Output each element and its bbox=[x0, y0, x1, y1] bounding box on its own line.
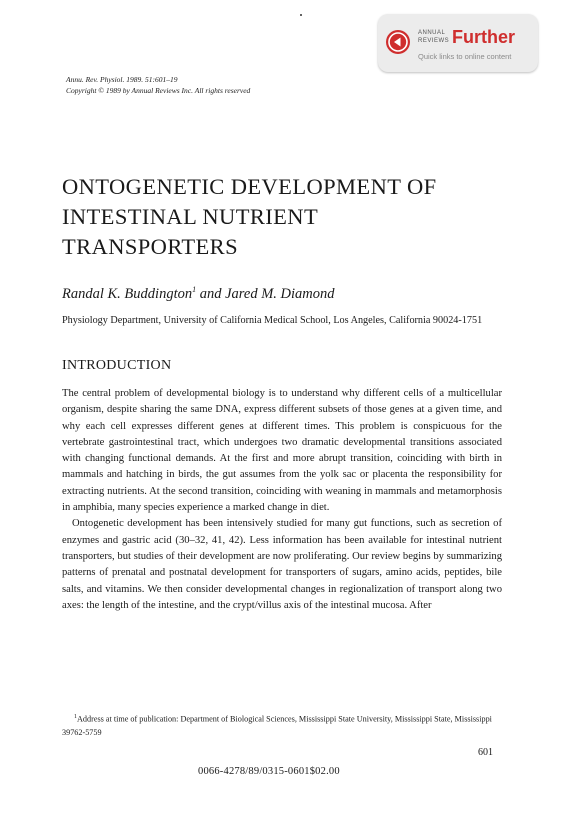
badge-subtitle: Quick links to online content bbox=[418, 52, 512, 61]
paragraph-2: Ontogenetic development has been intensively studied for many gut functions, such as secretion of enzymes and gastric acid (30–32, 41, 42). Less information has been available for intestinal nutrient transporters, but studies of their development are now proliferating. Our review begins by summarizing patterns of prenatal and postnatal development for transporters of sugars, amino acids, peptides, bile salts, and vitamins. We then consider developmental changes in regionalization of transport along two axes: the length of the intestine, and the crypt/villus axis of the intestinal mucosa. After bbox=[62, 518, 502, 611]
section-heading: INTRODUCTION bbox=[62, 358, 172, 373]
title-line-3: TRANSPORTERS bbox=[62, 234, 238, 259]
article-title bbox=[62, 172, 502, 262]
body-text bbox=[62, 386, 502, 614]
author-1: Randal K. Buddington bbox=[62, 285, 193, 302]
footnote-text: Address at time of publication: Department of Biological Sciences, Mississippi State University, Mississippi State, Mississippi 39762-5759 bbox=[62, 714, 492, 737]
authors bbox=[62, 285, 335, 303]
authors-and: and bbox=[196, 285, 226, 302]
further-badge[interactable] bbox=[378, 14, 538, 72]
copyright-line: Copyright © 1989 by Annual Reviews Inc. All rights reserved bbox=[66, 86, 251, 95]
speck-mark bbox=[300, 14, 302, 16]
page-number: 601 bbox=[478, 747, 493, 758]
badge-further: Further bbox=[452, 27, 515, 47]
paragraph-1: The central problem of developmental biology is to understand why different cells of a multicellular organism, despite sharing the same DNA, express different subsets of those genes at a given time, and why each cell expresses different genes at different times. This problem is conspicuous for the vertebrate gastrointestinal tract, which undergoes two dramatic developmental transitions associated with changing functional demands. At the first and more abrupt transition, coinciding with birth in mammals and hatching in birds, the gut assumes from the yolk sac or placenta the responsibility for extracting nutrients. At the second transition, coinciding with weaning in mammals and metamorphosis in amphibia, many species experience a marked change in diet. bbox=[62, 388, 502, 514]
article-code: 0066-4278/89/0315-0601$02.00 bbox=[198, 766, 340, 777]
citation-line: Annu. Rev. Physiol. 1989. 51:601–19 bbox=[66, 75, 178, 84]
badge-annual: ANNUAL bbox=[418, 30, 446, 36]
affiliation: Physiology Department, University of California Medical School, Los Angeles, California 90024-1751 bbox=[62, 315, 483, 326]
badge-reviews: REVIEWS bbox=[418, 38, 450, 44]
title-line-2: INTESTINAL NUTRIENT bbox=[62, 204, 319, 229]
journal-citation bbox=[66, 74, 250, 96]
footnote bbox=[62, 711, 502, 739]
title-line-1: ONTOGENETIC DEVELOPMENT OF bbox=[62, 174, 437, 199]
play-left-icon bbox=[386, 30, 410, 54]
footnote-marker: 1 bbox=[74, 714, 77, 720]
author-footnote-marker: 1 bbox=[192, 285, 197, 294]
author-2: Jared M. Diamond bbox=[225, 285, 335, 302]
